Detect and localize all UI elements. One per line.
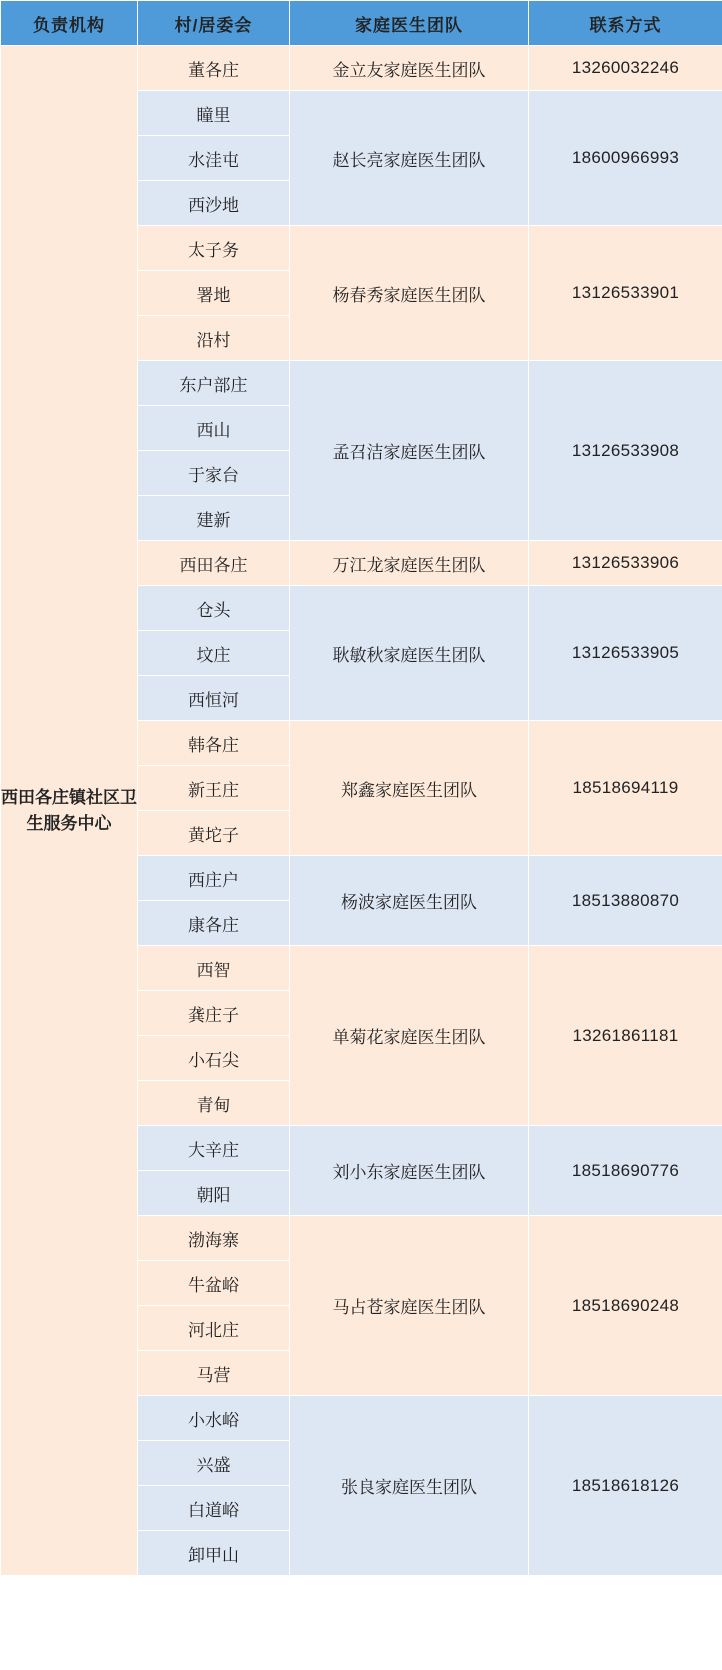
- village-cell: 仓头: [138, 586, 290, 631]
- village-cell: 瞳里: [138, 91, 290, 136]
- organization-cell: 西田各庄镇社区卫生服务中心: [1, 46, 138, 1576]
- village-cell: 卸甲山: [138, 1531, 290, 1576]
- phone-cell: 18518690248: [529, 1216, 722, 1396]
- village-cell: 西庄户: [138, 856, 290, 901]
- village-cell: 兴盛: [138, 1441, 290, 1486]
- village-cell: 西田各庄: [138, 541, 290, 586]
- village-cell: 沿村: [138, 316, 290, 361]
- team-cell: 马占苍家庭医生团队: [290, 1216, 529, 1396]
- village-cell: 小水峪: [138, 1396, 290, 1441]
- phone-cell: 18513880870: [529, 856, 722, 946]
- village-cell: 渤海寨: [138, 1216, 290, 1261]
- village-cell: 水洼屯: [138, 136, 290, 181]
- column-header-phone: 联系方式: [529, 1, 722, 46]
- team-cell: 杨春秀家庭医生团队: [290, 226, 529, 361]
- village-cell: 牛盆峪: [138, 1261, 290, 1306]
- team-cell: 耿敏秋家庭医生团队: [290, 586, 529, 721]
- village-cell: 西沙地: [138, 181, 290, 226]
- village-cell: 西山: [138, 406, 290, 451]
- phone-cell: 18518690776: [529, 1126, 722, 1216]
- phone-cell: 13126533905: [529, 586, 722, 721]
- team-cell: 孟召洁家庭医生团队: [290, 361, 529, 541]
- village-cell: 董各庄: [138, 46, 290, 91]
- team-cell: 金立友家庭医生团队: [290, 46, 529, 91]
- village-cell: 小石尖: [138, 1036, 290, 1081]
- column-header-village: 村/居委会: [138, 1, 290, 46]
- phone-cell: 18518618126: [529, 1396, 722, 1576]
- column-header-organization: 负责机构: [1, 1, 138, 46]
- village-cell: 韩各庄: [138, 721, 290, 766]
- phone-cell: 18518694119: [529, 721, 722, 856]
- team-cell: 单菊花家庭医生团队: [290, 946, 529, 1126]
- table-header-row: [1, 1, 722, 46]
- village-cell: 署地: [138, 271, 290, 316]
- village-cell: 龚庄子: [138, 991, 290, 1036]
- village-cell: 太子务: [138, 226, 290, 271]
- phone-cell: 13126533901: [529, 226, 722, 361]
- column-header-team: 家庭医生团队: [290, 1, 529, 46]
- phone-cell: 13126533908: [529, 361, 722, 541]
- phone-cell: 13126533906: [529, 541, 722, 586]
- team-cell: 张良家庭医生团队: [290, 1396, 529, 1576]
- village-cell: 青甸: [138, 1081, 290, 1126]
- table-body: [1, 46, 722, 1576]
- village-cell: 朝阳: [138, 1171, 290, 1216]
- village-cell: 坟庄: [138, 631, 290, 676]
- team-cell: 杨波家庭医生团队: [290, 856, 529, 946]
- village-cell: 大辛庄: [138, 1126, 290, 1171]
- village-cell: 黄坨子: [138, 811, 290, 856]
- village-cell: 白道峪: [138, 1486, 290, 1531]
- team-cell: 刘小东家庭医生团队: [290, 1126, 529, 1216]
- village-cell: 建新: [138, 496, 290, 541]
- village-cell: 康各庄: [138, 901, 290, 946]
- village-cell: 河北庄: [138, 1306, 290, 1351]
- table-header: [1, 1, 722, 46]
- village-cell: 新王庄: [138, 766, 290, 811]
- phone-cell: 18600966993: [529, 91, 722, 226]
- team-cell: 万江龙家庭医生团队: [290, 541, 529, 586]
- village-cell: 于家台: [138, 451, 290, 496]
- table-row: [1, 46, 722, 91]
- village-cell: 东户部庄: [138, 361, 290, 406]
- phone-cell: 13261861181: [529, 946, 722, 1126]
- village-cell: 西恒河: [138, 676, 290, 721]
- village-cell: 马营: [138, 1351, 290, 1396]
- village-cell: 西智: [138, 946, 290, 991]
- phone-cell: 13260032246: [529, 46, 722, 91]
- team-cell: 赵长亮家庭医生团队: [290, 91, 529, 226]
- team-cell: 郑鑫家庭医生团队: [290, 721, 529, 856]
